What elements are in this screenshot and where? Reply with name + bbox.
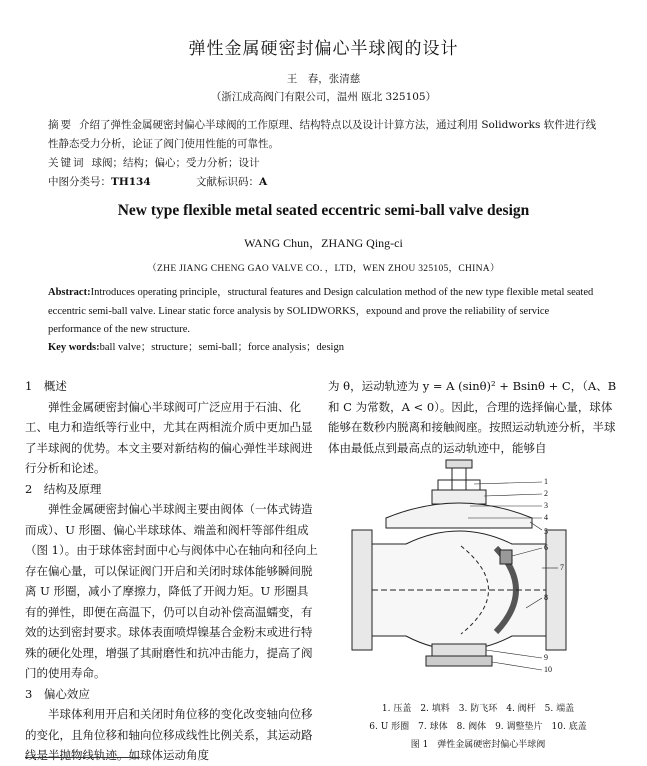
figure-legend: [328, 700, 628, 754]
left-column: [25, 376, 318, 766]
bottom-cover: [426, 656, 492, 666]
valve-drawing-figure: [346, 458, 601, 698]
keywords-text-cn: 球阀；结构；偏心；受力分析；设计: [91, 157, 260, 169]
right-column-text: 为 θ，运动轨迹为 y = A (sinθ)² + Bsinθ + C，（A、B 和 C 为常数，A < 0）。因此，合理的选择偏心量，球体能够在数秒内脱离和接触阀座。按照运动轨迹分析，半球体由最低点到最高点的运动轨迹中，能够自: [328, 379, 617, 455]
callout-3: 3: [544, 501, 548, 510]
right-flange: [546, 530, 566, 650]
section-3-paragraph: 半球体利用开启和关闭时角位移的变化改变轴向位移的变化，且角位移和轴向位移成线性比例关系，其运动路线是半抛物线轨迹。如球体运动角度: [25, 707, 313, 762]
callout-7: 7: [560, 563, 564, 572]
left-flange: [352, 530, 372, 650]
u-ring: [500, 550, 512, 564]
section-2-title: 2 结构及原理: [25, 481, 102, 496]
section-2-paragraph: 弹性金属硬密封偏心半球阀主要由阀体（一体式铸造而成）、U 形圈、偏心半球球体、端盖和阀杆等部件组成（图 1）。由于球体密封面中心与阀体中心在轴向和径向上存在偏心量，可以保证阀门开启和关闭时球体能够瞬间脱离 U 形圈，减小了摩擦力，降低了开阀力矩。U 形圈具有的弹性，即便在高温下，仍可以自动补偿高温蠕变，有效的达到密封要求。球体表面喷焊镍基合金粉末或进行特殊的硬化处理，增强了其耐磨性和抗冲击能力，提高了阀门的使用寿命。: [25, 502, 318, 680]
callout-4: 4: [544, 513, 548, 522]
shim: [432, 644, 486, 656]
packing: [432, 490, 486, 504]
figure-legend-line-2: 6. U 形圈 7. 球体 8. 阀体 9. 调整垫片 10. 底盖: [369, 722, 587, 732]
paper-title-en: New type flexible metal seated eccentric semi-ball valve design: [117, 202, 530, 219]
stem-top: [446, 460, 472, 468]
affiliation-en: （ZHE JIANG CHENG GAO VALVE CO．，LTD，WEN ZHOU 325105，CHINA）: [147, 264, 500, 274]
section-3-title: 3 偏心效应: [25, 686, 90, 701]
paper-title-cn: 弹性金属硬密封偏心半球阀的设计: [188, 39, 459, 59]
section-1-paragraph: 弹性金属硬密封偏心半球阀可广泛应用于石油、化工、电力和造纸等行业中，尤其在两相流介质中更加凸显了半球阀的优势。本文主要对新结构的偏心弹性半球阀进行分析和论述。: [25, 399, 313, 475]
affiliation-cn: （浙江成高阀门有限公司，温州 瓯北 325105）: [210, 91, 437, 103]
callout-9: 9: [544, 653, 548, 662]
keywords-en: [48, 339, 600, 358]
abstract-label-en: Abstract:: [48, 287, 91, 298]
keywords-label-en: Key words:: [48, 342, 100, 353]
doc-code-label: 文献标识码：: [196, 176, 259, 188]
abstract-text-en: Introduces operating principle，structural features and Design calculation method of the new type flexible metal seated eccentric semi-ball valve. Linear static force analysis by SOLIDWORKS，expound and prove the reliability of service performance of the new structure.: [48, 287, 594, 335]
callout-1: 1: [544, 477, 548, 486]
keywords-text-en: ball valve；structure；semi-ball；force analysis；design: [99, 342, 344, 353]
section-1-title: 1 概述: [25, 379, 67, 393]
abstract-text-cn: 介绍了弹性金属硬密封偏心半球阀的工作原理、结构特点以及设计计算方法，通过利用 Solidworks 软件进行线性静态受力分析，论证了阀门使用性能的可靠性。: [48, 119, 597, 150]
callout-5: 5: [544, 527, 548, 536]
bonnet: [386, 503, 532, 528]
figure-caption: 图 1 弹性金属硬密封偏心半球阀: [410, 740, 546, 750]
authors-cn: 王 春，张清慈: [286, 73, 361, 85]
authors-en: WANG Chun，ZHANG Qing-ci: [244, 236, 403, 250]
clc-value: TH134: [111, 176, 151, 188]
callout-6: 6: [544, 543, 548, 552]
figure-legend-line-1: 1. 压盖 2. 填料 3. 防飞环 4. 阀杆 5. 端盖: [381, 704, 575, 714]
footnote-rule: [25, 757, 140, 758]
callout-8: 8: [544, 593, 548, 602]
abstract-cn: [48, 116, 600, 154]
callout-10: 10: [544, 665, 552, 674]
doc-code-value: A: [259, 176, 268, 188]
callout-2: 2: [544, 489, 548, 498]
abstract-label-cn: 摘要: [48, 119, 73, 131]
classification-row: [48, 173, 600, 192]
abstract-en: [48, 284, 600, 340]
keywords-label-cn: 关键词: [48, 157, 86, 169]
keywords-cn: [48, 154, 600, 173]
gland: [438, 480, 480, 490]
clc-label: 中图分类号：: [48, 176, 111, 188]
